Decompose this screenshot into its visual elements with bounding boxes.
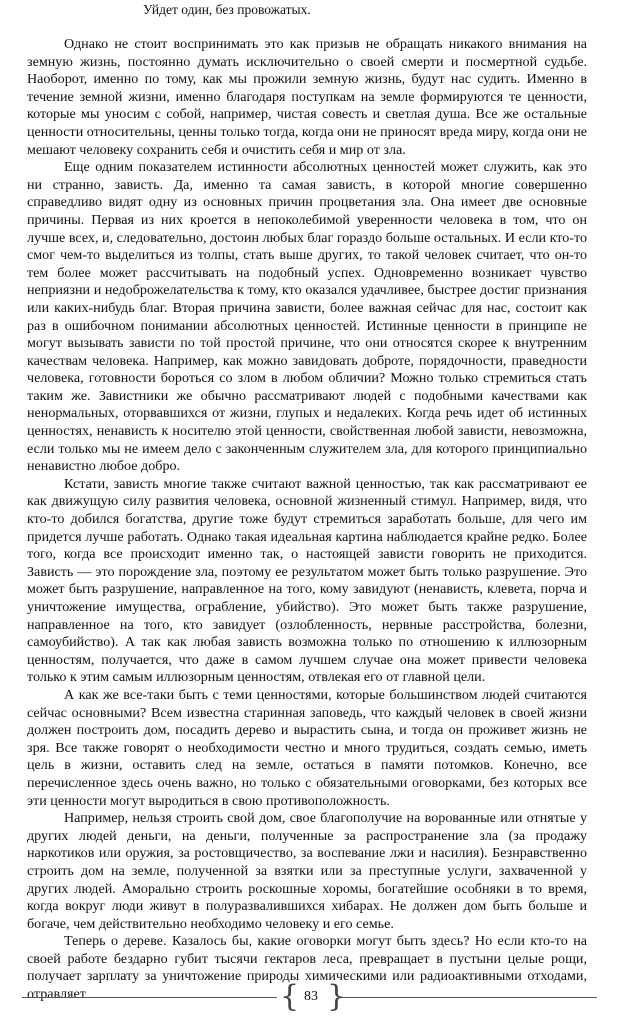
- epigraph-line: Уйдет один, без провожатых.: [143, 2, 311, 17]
- paragraph: А как же все-таки быть с теми ценностями, которые большинством людей считаются сейчас основными? Всем известна старинная заповедь, что каждый человек в своей жизни должен построить дом, посадить дерево и вырастить сына, и тогда он проживет жизнь не зря. Все также говорят о необходимости честно и много трудиться, создать семью, иметь цель в жизни, оставить след на земле, остаться в памяти потомков. Конечно, все перечисленное здесь очень важно, но только с обязательными оговорками, без которых все эти ценности могут выродиться в свою противоположность.: [27, 686, 587, 809]
- left-brace-ornament: {: [280, 979, 300, 1014]
- book-page: [27, 0, 587, 1019]
- page-number: 83: [304, 989, 318, 1004]
- paragraph: Например, нельзя строить свой дом, свое благополучие на ворованные или отнятые у других людей деньги, на деньги, полученные за распространение зла (за продажу наркотиков или оружия, за ростовщичество, за воспевание лжи и насилия). Безнравственно строить дом на земле, полученной за взятки или за преступные услуги, захваченной у других людей. Аморально строить роскошные хоромы, богатейшие особняки в то время, когда вокруг люди живут в полуразвалившихся хибарах. Не должен дом быть больше и богаче, чем действительно необходимо человеку и его семье.: [27, 810, 587, 932]
- body-text: [27, 36, 587, 1004]
- paragraph: Теперь о дереве. Казалось бы, какие оговорки могут быть здесь? Но если кто-то на своей работе бездарно губит тысячи гектаров леса, превращает в пустыни целые рощи, получает зарплату за уничтожение природы химическими или радиоактивными отходами, отравляет: [27, 933, 587, 1003]
- paragraph: Еще одним показателем истинности абсолютных ценностей может служить, как это ни странно, зависть. Да, именно та самая зависть, в которой многие совершенно справедливо видят одну из основных причин процветания зла. Она имеет две основные причины. Первая из них кроется в непоколебимой уверенности человека в том, что он лучше всех, и, следовательно, достоин любых благ гораздо больше остальных. И если кто-то смог чем-то выделиться из толпы, стать выше других, то такой человек считает, что он-то тем более может рассчитывать на подобный успех. Одновременно возникает чувство неприязни и недоброжелательства к тому, кто оказался удачливее, быстрее достиг признания или каких-нибудь благ. Вторая причина зависти, более важная сейчас для нас, состоит как раз в ошибочном понимании абсолютных ценностей. Истинные ценности в принципе не могут вызывать зависти по той простой причине, что они относятся скорее к внутренним качествам человека. Например, как можно завидовать доброте, порядочности, праведности человека, готовности бороться со злом в любом обличии? Можно только стремиться стать таким же. Завистники же обычно рассматривают людей с подобными качествами как ненормальных, оторвавшихся от жизни, глупых и недалеких. Когда речь идет об истинных ценностях, ненависть к носителю этой ценности, свойственная любой зависти, невозможна, если только мы не имеем дело с законченным служителем зла, для которого принципиально ненавистно любое добро.: [27, 159, 587, 475]
- footer-rule-right: [342, 997, 597, 998]
- paragraph: Однако не стоит воспринимать это как призыв не обращать никакого внимания на земную жизнь, постоянно думать исключительно о своей смерти и посмертной судьбе. Наоборот, именно по тому, как мы прожили земную жизнь, будут нас судить. Именно в течение земной жизни, именно благодаря поступкам на земле формируются те ценности, которые мы уносим с собой, например, чистая совесть и светлая душа. Все же остальные ценности относительны, ценны только тогда, когда они не приносят вреда миру, когда они не мешают человеку сохранить себя и очистить себя и мир от зла.: [27, 36, 587, 158]
- page-footer: [22, 979, 597, 1014]
- footer-rule-left: [22, 997, 277, 998]
- right-brace-ornament: }: [327, 979, 347, 1014]
- paragraph: Кстати, зависть многие также считают важной ценностью, так как рассматривают ее как движущую силу развития человека, основной жизненный стимул. Например, видя, что кто-то добился богатства, другие тоже будут стремиться заработать больше, для чего им придется лучше работать. Однако такая идеальная картина наблюдается крайне редко. Более того, когда все происходит именно так, о настоящей зависти говорить не приходится. Зависть — это порождение зла, поэтому ее результатом может быть только разрушение. Это может быть разрушение, направленное на того, кому завидуют (ненависть, клевета, порча и уничтожение имущества, ограбление, убийство). Это может быть также разрушение, направленное на того, кто завидует (озлобленность, нервные расстройства, болезни, самоубийство). А так как любая зависть возможна только по отношению к иллюзорным ценностям, получается, что даже в самом лучшем случае она может привести человека только к этим самым иллюзорным ценностям, отвлекая его от главной цели.: [27, 475, 587, 686]
